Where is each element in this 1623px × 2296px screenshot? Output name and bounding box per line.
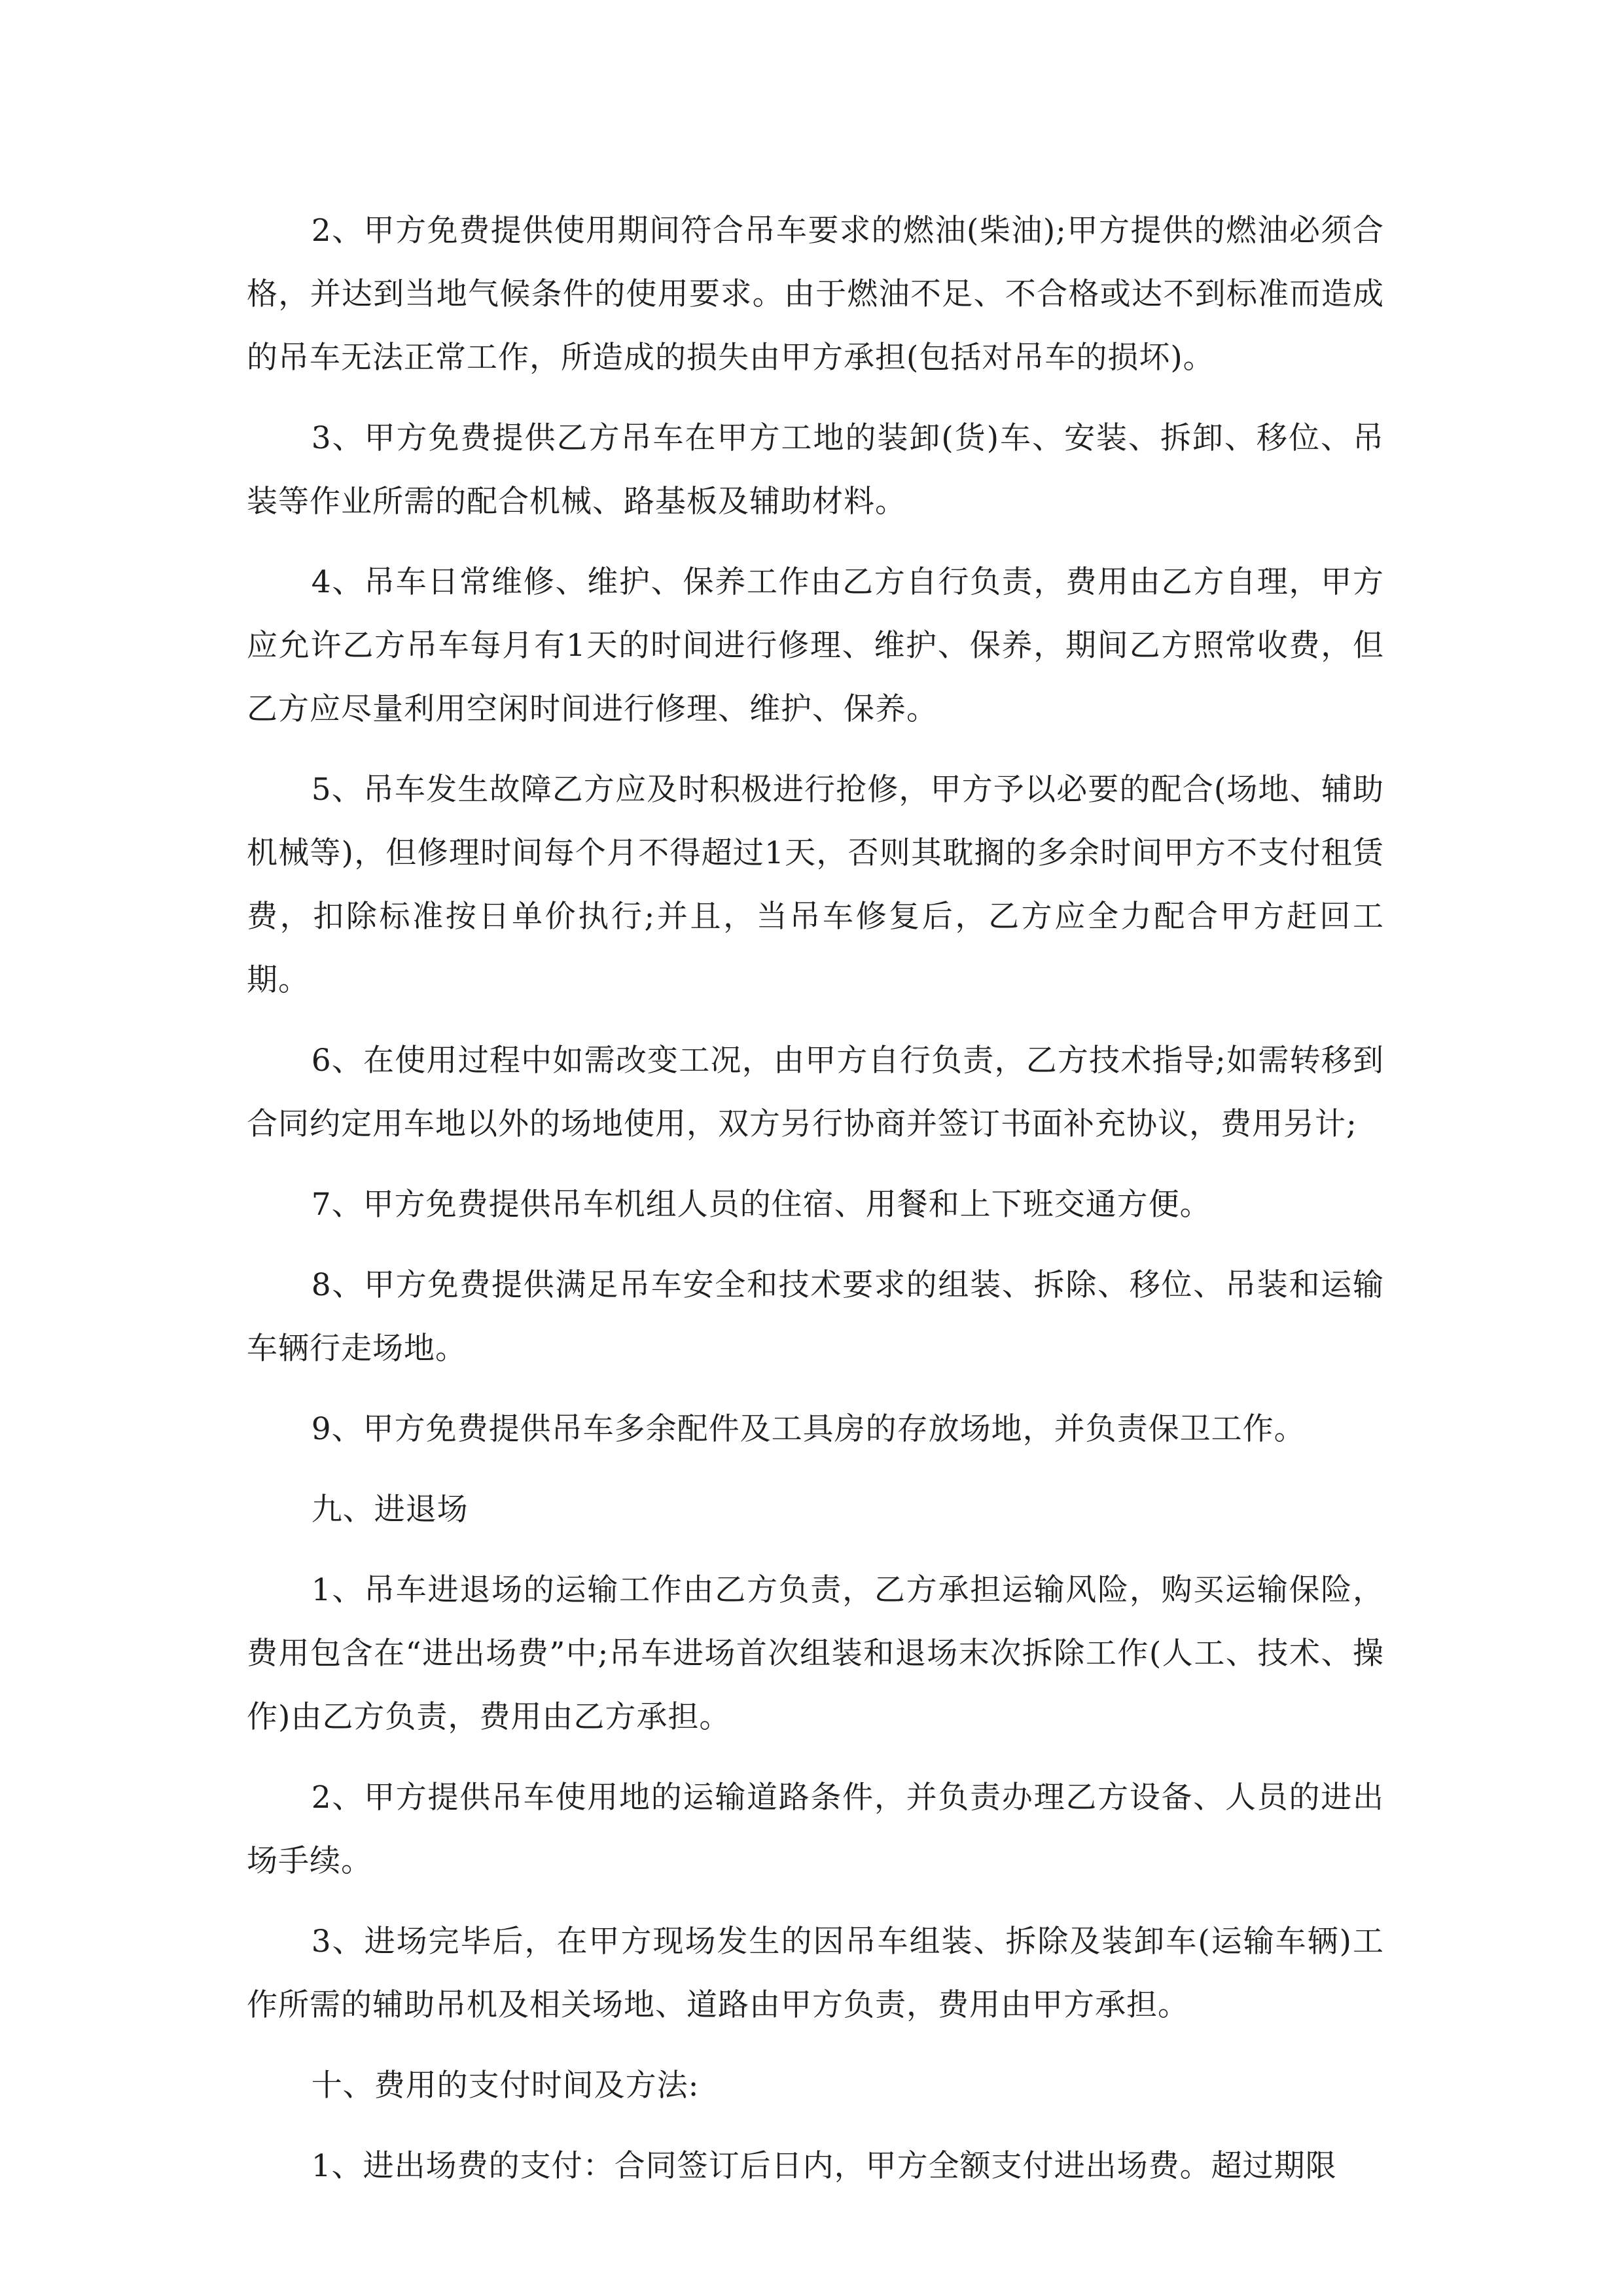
clause-working-condition-change: 6、在使用过程中如需改变工况，由甲方自行负责，乙方技术指导;如需转移到合同约定用车地以外的场地使用，双方另行协商并签订书面补充协议，费用另计; <box>247 1043 1384 1142</box>
clause-entry-exit-fee-payment: 1、进出场费的支付：合同签订后日内，甲方全额支付进出场费。超过期限 <box>311 2148 1337 2184</box>
section-heading-payment: 十、费用的支付时间及方法: <box>311 2068 700 2104</box>
clause-maintenance: 4、吊车日常维修、维护、保养工作由乙方自行负责，费用由乙方自理，甲方应允许乙方吊车每月有1天的时间进行修理、维护、保养，期间乙方照常收费，但乙方应尽量利用空闲时间进行修理、维护、保养。 <box>247 564 1384 727</box>
clause-road-conditions: 2、甲方提供吊车使用地的运输道路条件，并负责办理乙方设备、人员的进出场手续。 <box>247 1780 1384 1879</box>
clause-site-access: 8、甲方免费提供满足吊车安全和技术要求的组装、拆除、移位、吊装和运输车辆行走场地。 <box>247 1267 1384 1367</box>
clause-auxiliary-crane: 3、进场完毕后，在甲方现场发生的因吊车组装、拆除及装卸车(运输车辆)工作所需的辅助吊机及相关场地、道路由甲方负责，费用由甲方承担。 <box>247 1924 1384 2023</box>
section-heading-entry-exit: 九、进退场 <box>311 1492 469 1528</box>
clause-breakdown-repair: 5、吊车发生故障乙方应及时积极进行抢修，甲方予以必要的配合(场地、辅助机械等)，但修理时间每个月不得超过1天，否则其耽搁的多余时间甲方不支付租赁费，扣除标准按日单价执行;并且，当吊车修复后，乙方应全力配合甲方赶回工期。 <box>247 772 1384 998</box>
clause-crew-accommodation: 7、甲方免费提供吊车机组人员的住宿、用餐和上下班交通方便。 <box>311 1187 1211 1223</box>
clause-auxiliary-machinery: 3、甲方免费提供乙方吊车在甲方工地的装卸(货)车、安装、拆卸、移位、吊装等作业所需的配合机械、路基板及辅助材料。 <box>247 420 1384 520</box>
clause-transport-entry-exit: 1、吊车进退场的运输工作由乙方负责，乙方承担运输风险，购买运输保险，费用包含在“进出场费”中;吊车进场首次组装和退场末次拆除工作(人工、技术、操作)由乙方负责，费用由乙方承担。 <box>247 1572 1384 1735</box>
clause-fuel-supply: 2、甲方免费提供使用期间符合吊车要求的燃油(柴油);甲方提供的燃油必须合格，并达到当地气候条件的使用要求。由于燃油不足、不合格或达不到标准而造成的吊车无法正常工作，所造成的损失由甲方承担(包括对吊车的损坏)。 <box>247 213 1384 376</box>
clause-storage-site: 9、甲方免费提供吊车多余配件及工具房的存放场地，并负责保卫工作。 <box>311 1411 1306 1447</box>
